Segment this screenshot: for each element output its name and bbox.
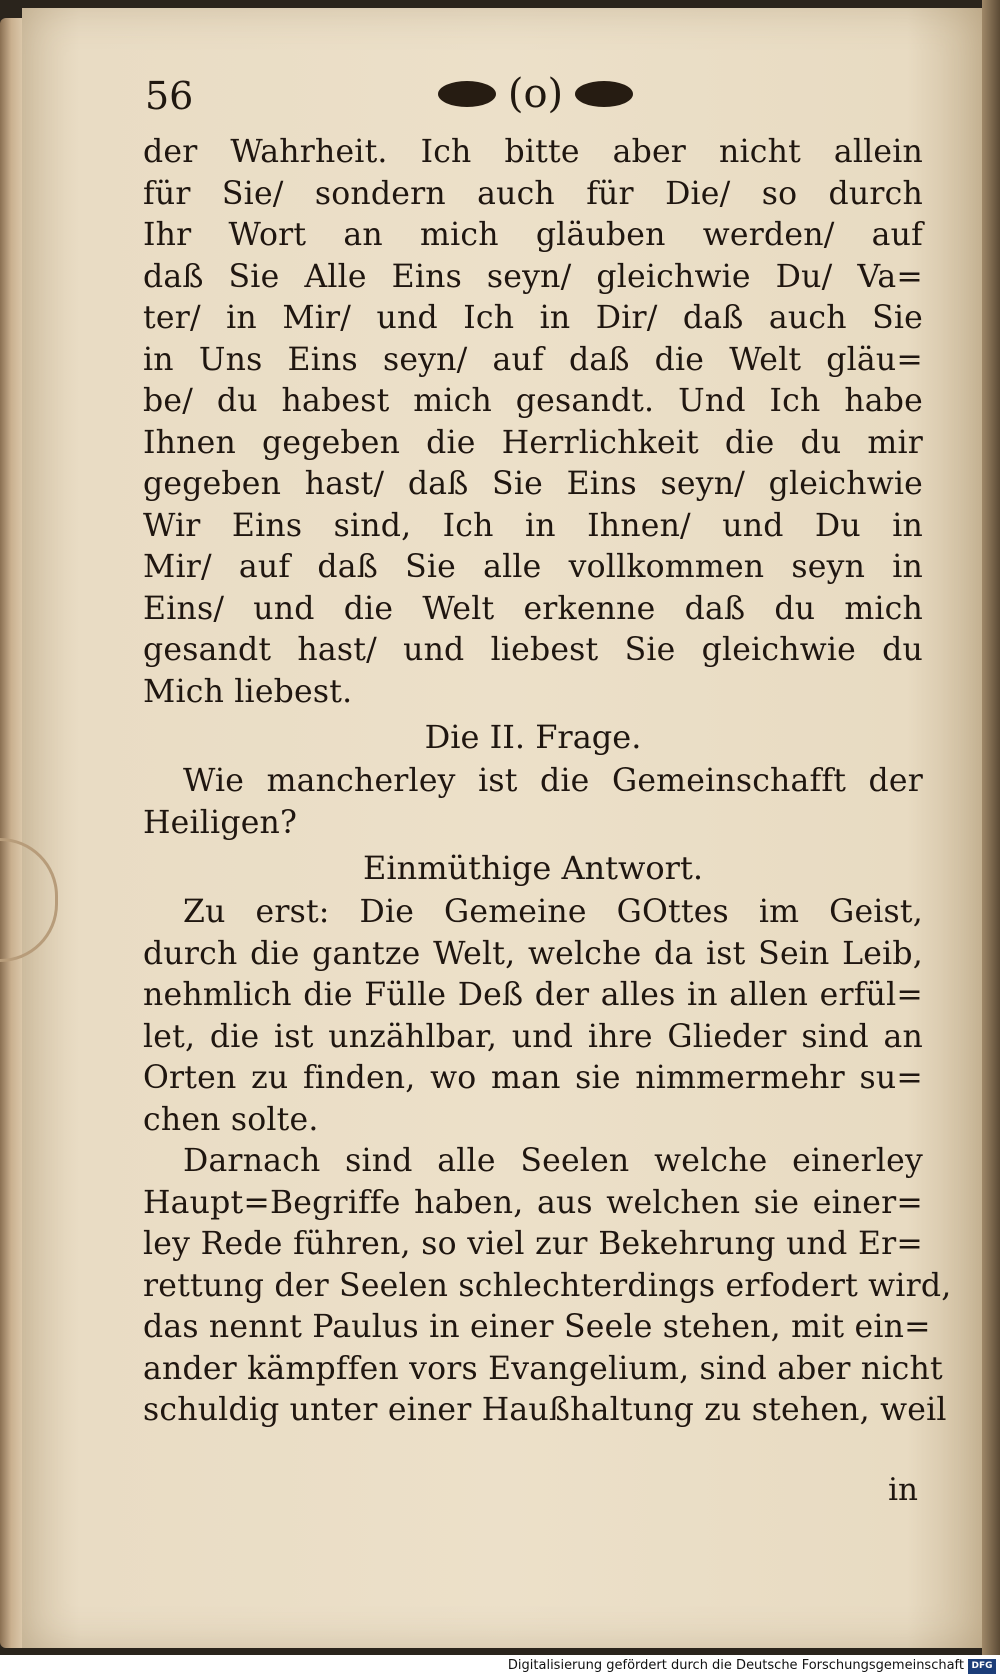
text-line: Zu erst: Die Gemeine GOttes im Geist, (183, 894, 923, 930)
ornament-center: (o) (507, 71, 564, 117)
text-line: Ihnen gegeben die Herrlichkeit die du mir (143, 424, 923, 461)
text-line: der Wahrheit. Ich bitte aber nicht allein (143, 134, 923, 170)
question-heading: Die II. Frage. (424, 718, 642, 756)
text-line: ander kämpffen vors Evangelium, sind aber nicht (143, 1350, 943, 1387)
text-line: schuldig unter einer Haußhaltung zu stehen, weil (143, 1392, 947, 1428)
text-line: chen solte. (143, 1101, 319, 1138)
text-line: nehmlich die Fülle Deß der alles in allen erfül= (143, 977, 923, 1013)
text-line: rettung der Seelen schlechterdings erfodert wird, (143, 1267, 952, 1304)
text-line: das nennt Paulus in einer Seele stehen, mit ein= (143, 1309, 931, 1345)
text-line: Ihr Wort an mich gläuben werden/ auf (143, 217, 923, 253)
text-line: Wie mancherley ist die Gemeinschafft der (183, 763, 923, 799)
right-page-edge (982, 0, 1000, 1655)
text-line: Wir Eins sind, Ich in Ihnen/ und Du in (143, 507, 923, 544)
text-line: in Uns Eins seyn/ auf daß die Welt gläu= (143, 341, 923, 378)
text-line: Eins/ und die Welt erkenne daß du mich (143, 590, 923, 627)
ornament-right-icon (575, 81, 633, 107)
answer-paragraph-2 (143, 1141, 952, 1432)
text-line: daß Sie Alle Eins seyn/ gleichwie Du/ Va= (143, 258, 923, 295)
text-line: ter/ in Mir/ und Ich in Dir/ daß auch Sie (143, 300, 923, 336)
header-ornament (408, 70, 663, 118)
page-text (143, 132, 952, 1432)
answer-heading: Einmüthige Antwort. (362, 849, 703, 887)
text-line: durch die gantze Welt, welche da ist Sein Leib, (143, 935, 923, 972)
catchword: in (888, 1472, 918, 1508)
text-line: gegeben hast/ daß Sie Eins seyn/ gleichwie (143, 466, 923, 502)
text-line: let, die ist unzählbar, und ihre Glieder sind an (143, 1018, 923, 1055)
question-paragraph (143, 761, 923, 844)
ornament-left-icon (438, 81, 496, 107)
text-line: Mir/ auf daß Sie alle vollkommen seyn in (143, 549, 923, 585)
text-line: Darnach sind alle Seelen welche einerley (183, 1143, 923, 1179)
text-line: Mich liebest. (143, 673, 353, 710)
text-line: Orten zu finden, wo man sie nimmermehr su= (143, 1060, 923, 1096)
body-paragraph-1 (143, 132, 923, 713)
answer-paragraph-1 (143, 892, 923, 1141)
text-line: Heiligen? (143, 804, 298, 841)
text-line: für Sie/ sondern auch für Die/ so durch (143, 175, 923, 212)
text-line: gesandt hast/ und liebest Sie gleichwie du (143, 632, 923, 668)
text-line: be/ du habest mich gesandt. Und Ich habe (143, 383, 923, 419)
funding-credit: Digitalisierung gefördert durch die Deutsche Forschungsgemeinschaft (507, 1658, 964, 1673)
text-line: ley Rede führen, so viel zur Bekehrung und Er= (143, 1226, 923, 1262)
text-line: Haupt=Begriffe haben, aus welchen sie einer= (143, 1184, 923, 1221)
page-number: 56 (145, 74, 194, 118)
dfg-logo-icon: DFG (968, 1659, 996, 1674)
